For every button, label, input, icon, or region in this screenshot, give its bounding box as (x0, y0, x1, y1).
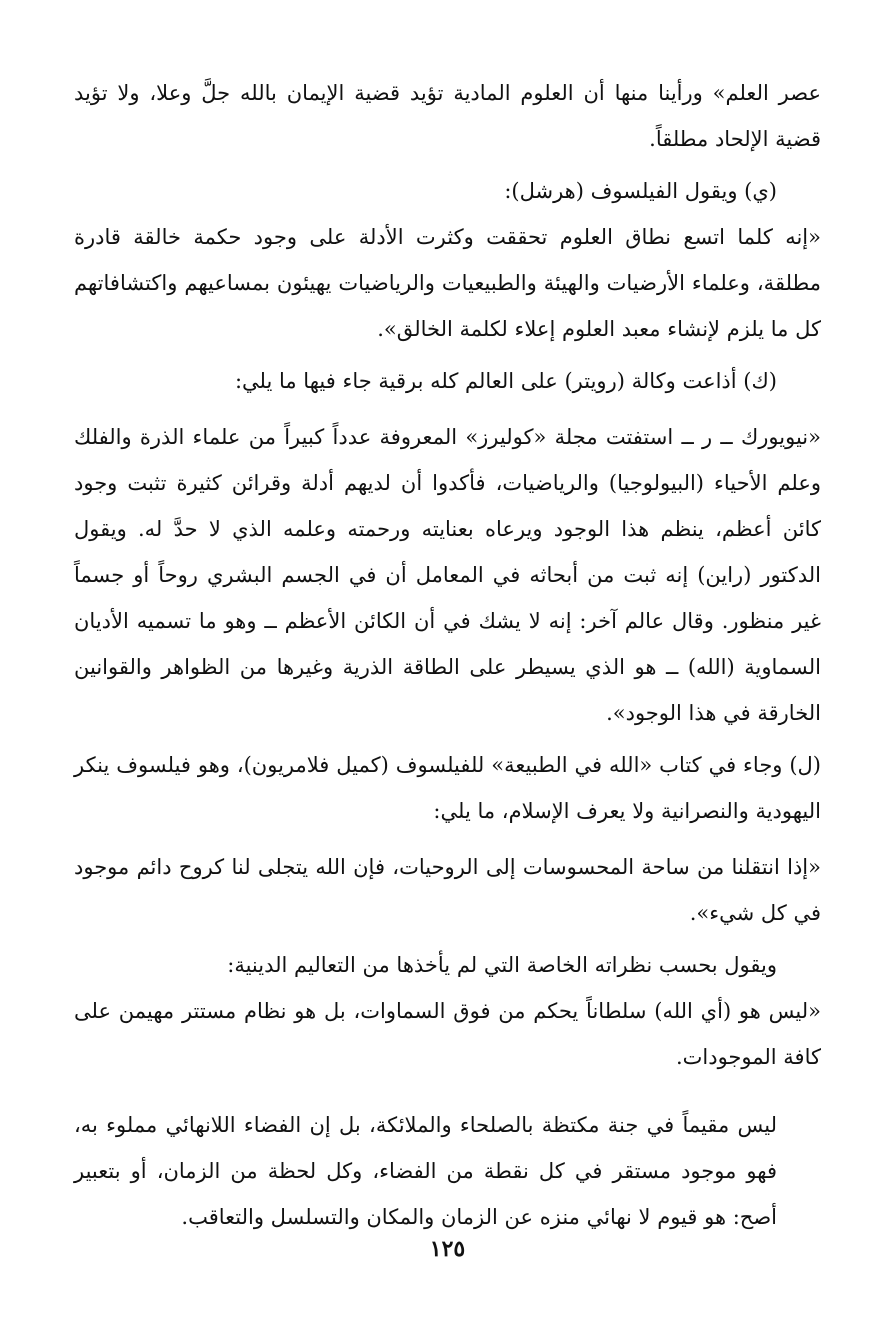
page-body (74, 70, 821, 1240)
paragraph-7: «إذا انتقلنا من ساحة المحسوسات إلى الروحيات، فإن الله يتجلى لنا كروح دائم موجود في كل شيء». (74, 855, 821, 925)
paragraph-5: «نيويورك ــ ر ــ استفتت مجلة «كوليرز» المعروفة عدداً كبيراً من علماء الذرة والفلك وعلم الأحياء (البيولوجيا) والرياضيات، فأكدوا أن لديهم أدلة وقرائن كثيرة تثبت وجود كائن أعظم، ينظم هذا الوجود ويرعاه بعنايته ورحمته وعلمه الذي لا حدَّ له. ويقول الدكتور (راين) إنه ثبت من أبحاثه في المعامل أن في الجسم البشري روحاً أو جسماً غير منظور. وقال عالم آخر: إنه لا يشك في أن الكائن الأعظم ــ وهو ما تسميه الأديان السماوية (الله) ــ هو الذي يسيطر على الطاقة الذرية وغيرها من الظواهر والقوانين الخارقة في هذا الوجود». (74, 425, 821, 725)
paragraph-2: (ي) ويقول الفيلسوف (هرشل): (504, 179, 777, 203)
paragraph-8: ويقول بحسب نظراته الخاصة التي لم يأخذها من التعاليم الدينية: (227, 953, 777, 977)
paragraph-6: (ل) وجاء في كتاب «الله في الطبيعة» للفيلسوف (كميل فلامريون)، وهو فيلسوف ينكر اليهودية والنصرانية ولا يعرف الإسلام، ما يلي: (74, 753, 821, 823)
paragraph-9: «ليس هو (أي الله) سلطاناً يحكم من فوق السماوات، بل هو نظام مستتر مهيمن على كافة الموجودات. (74, 999, 821, 1069)
paragraph-10: ليس مقيماً في جنة مكتظة بالصلحاء والملائكة، بل إن الفضاء اللانهائي مملوء به، فهو موجود مستقر في كل نقطة من الفضاء، وكل لحظة من الزمان، أو بتعبير أصح: هو قيوم لا نهائي منزه عن الزمان والمكان والتسلسل والتعاقب. (74, 1113, 777, 1229)
paragraph-1: عصر العلم» ورأينا منها أن العلوم المادية تؤيد قضية الإيمان بالله جلَّ وعلا، ولا تؤيد قضية الإلحاد مطلقاً. (74, 81, 821, 151)
page-number: ١٢٥ (429, 1236, 466, 1262)
paragraph-3: «إنه كلما اتسع نطاق العلوم تحققت وكثرت الأدلة على وجود حكمة خالقة قادرة مطلقة، وعلماء الأرضيات والهيئة والطبيعيات والرياضيات يهيئون بمساعيهم واكتشافاتهم كل ما يلزم لإنشاء معبد العلوم إعلاء لكلمة الخالق». (74, 225, 821, 341)
paragraph-4: (ك) أذاعت وكالة (رويتر) على العالم كله برقية جاء فيها ما يلي: (234, 369, 777, 393)
